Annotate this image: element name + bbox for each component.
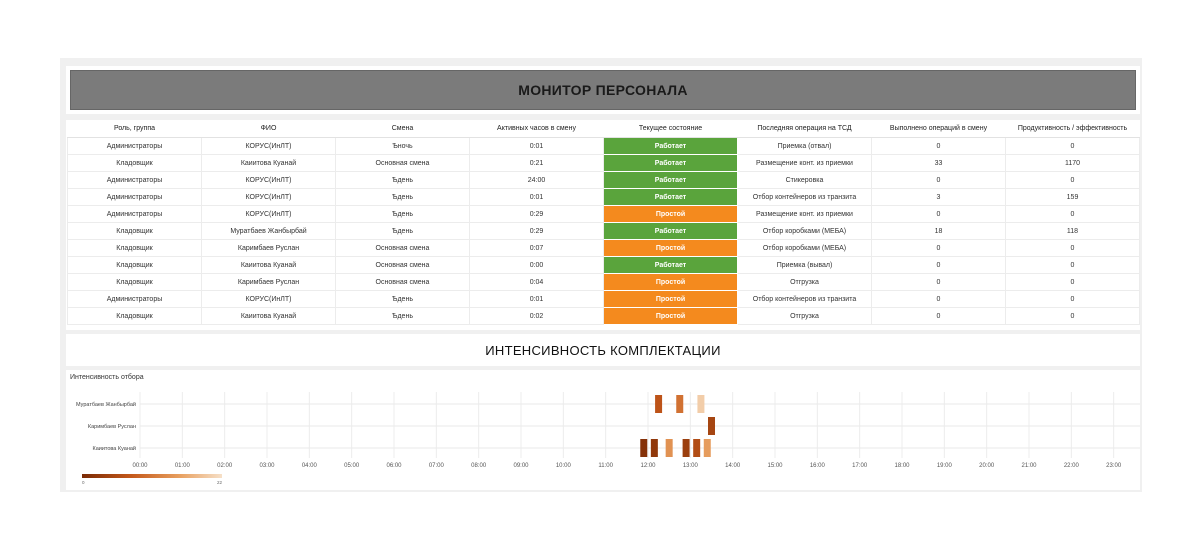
status-badge: Простой bbox=[604, 291, 738, 308]
table-row[interactable] bbox=[68, 155, 1140, 172]
shift-cell: Основная смена bbox=[336, 257, 470, 274]
done-cell: 0 bbox=[872, 240, 1006, 257]
staff-table-card bbox=[66, 120, 1140, 330]
x-tick-label: 22:00 bbox=[1063, 463, 1079, 469]
x-tick-label: 09:00 bbox=[513, 463, 529, 469]
done-cell: 0 bbox=[872, 274, 1006, 291]
last-op-cell: Отбор контейнеров из транзита bbox=[738, 291, 872, 308]
name-cell: КОРУС(ИнЛТ) bbox=[202, 291, 336, 308]
name-cell: Каиитова Куанай bbox=[202, 155, 336, 172]
role-cell: Кладовщик bbox=[68, 274, 202, 291]
x-tick-label: 15:00 bbox=[767, 463, 783, 469]
y-tick-label: Каиитова Куанай bbox=[92, 446, 136, 452]
heatmap-cell[interactable] bbox=[683, 439, 690, 457]
role-cell: Администраторы bbox=[68, 172, 202, 189]
heatmap-cell[interactable] bbox=[655, 395, 662, 413]
last-op-cell: Отгрузка bbox=[738, 274, 872, 291]
shift-cell: Ѣдень bbox=[336, 291, 470, 308]
legend-min-label: 0 bbox=[82, 480, 85, 485]
x-tick-label: 13:00 bbox=[682, 463, 698, 469]
status-badge: Простой bbox=[604, 308, 738, 325]
hours-cell: 0:29 bbox=[470, 206, 604, 223]
shift-cell: Ѣдень bbox=[336, 172, 470, 189]
role-cell: Администраторы bbox=[68, 206, 202, 223]
hours-cell: 0:00 bbox=[470, 257, 604, 274]
table-row[interactable] bbox=[68, 172, 1140, 189]
shift-cell: Ѣдень bbox=[336, 308, 470, 325]
status-badge: Работает bbox=[604, 223, 738, 240]
x-tick-label: 02:00 bbox=[217, 463, 233, 469]
x-tick-label: 18:00 bbox=[894, 463, 910, 469]
last-op-cell: Размещение конт. из приемки bbox=[738, 206, 872, 223]
done-cell: 0 bbox=[872, 291, 1006, 308]
table-row[interactable] bbox=[68, 189, 1140, 206]
role-cell: Администраторы bbox=[68, 291, 202, 308]
shift-cell: Ѣдень bbox=[336, 189, 470, 206]
color-legend-bar bbox=[82, 474, 222, 478]
status-badge: Простой bbox=[604, 240, 738, 257]
x-tick-label: 04:00 bbox=[301, 463, 317, 469]
productivity-cell: 0 bbox=[1006, 308, 1140, 325]
role-cell: Кладовщик bbox=[68, 308, 202, 325]
name-cell: КОРУС(ИнЛТ) bbox=[202, 206, 336, 223]
x-tick-label: 19:00 bbox=[936, 463, 952, 469]
table-row[interactable] bbox=[68, 138, 1140, 155]
productivity-cell: 0 bbox=[1006, 240, 1140, 257]
heatmap-cell[interactable] bbox=[666, 439, 673, 457]
status-badge: Работает bbox=[604, 138, 738, 155]
intensity-chart-card bbox=[66, 370, 1140, 490]
header-card bbox=[66, 66, 1140, 114]
done-cell: 0 bbox=[872, 308, 1006, 325]
heatmap-cell[interactable] bbox=[697, 395, 704, 413]
status-badge: Работает bbox=[604, 155, 738, 172]
last-op-cell: Отбор коробками (МЕБА) bbox=[738, 240, 872, 257]
productivity-cell: 0 bbox=[1006, 291, 1140, 308]
shift-cell: Основная смена bbox=[336, 240, 470, 257]
last-op-cell: Отбор контейнеров из транзита bbox=[738, 189, 872, 206]
hours-cell: 0:21 bbox=[470, 155, 604, 172]
productivity-cell: 1170 bbox=[1006, 155, 1140, 172]
heatmap-cell[interactable] bbox=[704, 439, 711, 457]
heatmap-cell[interactable] bbox=[708, 417, 715, 435]
heatmap-cell[interactable] bbox=[693, 439, 700, 457]
x-tick-label: 07:00 bbox=[428, 463, 444, 469]
role-cell: Кладовщик bbox=[68, 223, 202, 240]
shift-column-header: Смена bbox=[336, 120, 470, 138]
shift-cell: Основная смена bbox=[336, 274, 470, 291]
done-cell: 0 bbox=[872, 138, 1006, 155]
x-tick-label: 05:00 bbox=[344, 463, 360, 469]
table-row[interactable] bbox=[68, 206, 1140, 223]
x-tick-label: 17:00 bbox=[852, 463, 868, 469]
name-cell: Каиитова Куанай bbox=[202, 257, 336, 274]
hours-column-header: Активных часов в смену bbox=[470, 120, 604, 138]
name-cell: Каримбаев Руслан bbox=[202, 274, 336, 291]
hours-cell: 0:07 bbox=[470, 240, 604, 257]
done-cell: 0 bbox=[872, 206, 1006, 223]
hours-cell: 0:01 bbox=[470, 138, 604, 155]
table-row[interactable] bbox=[68, 291, 1140, 308]
shift-cell: Ѣдень bbox=[336, 206, 470, 223]
productivity-cell: 159 bbox=[1006, 189, 1140, 206]
x-tick-label: 12:00 bbox=[640, 463, 656, 469]
table-body bbox=[68, 138, 1140, 325]
header-bar bbox=[70, 70, 1136, 110]
table-header-row bbox=[68, 120, 1140, 138]
hours-cell: 0:02 bbox=[470, 308, 604, 325]
table-row[interactable] bbox=[68, 223, 1140, 240]
status-badge: Простой bbox=[604, 274, 738, 291]
x-tick-label: 11:00 bbox=[598, 463, 613, 469]
last-op-cell: Отгрузка bbox=[738, 308, 872, 325]
done-column-header: Выполнено операций в смену bbox=[872, 120, 1006, 138]
table-row[interactable] bbox=[68, 240, 1140, 257]
x-tick-label: 21:00 bbox=[1021, 463, 1037, 469]
heatmap-cell[interactable] bbox=[676, 395, 683, 413]
table-row[interactable] bbox=[68, 308, 1140, 325]
heatmap-cell[interactable] bbox=[640, 439, 647, 457]
role-cell: Администраторы bbox=[68, 189, 202, 206]
role-cell: Кладовщик bbox=[68, 155, 202, 172]
shift-cell: Основная смена bbox=[336, 155, 470, 172]
name-cell: КОРУС(ИнЛТ) bbox=[202, 138, 336, 155]
x-tick-label: 23:00 bbox=[1106, 463, 1122, 469]
x-tick-label: 10:00 bbox=[555, 463, 571, 469]
role-column-header: Роль, группа bbox=[68, 120, 202, 138]
last-op-cell: Стикеровка bbox=[738, 172, 872, 189]
x-tick-label: 14:00 bbox=[725, 463, 741, 469]
x-tick-label: 20:00 bbox=[979, 463, 995, 469]
productivity-cell: 0 bbox=[1006, 257, 1140, 274]
x-tick-label: 00:00 bbox=[132, 463, 148, 469]
status-badge: Работает bbox=[604, 189, 738, 206]
done-cell: 0 bbox=[872, 257, 1006, 274]
done-cell: 33 bbox=[872, 155, 1006, 172]
table-row[interactable] bbox=[68, 257, 1140, 274]
status-badge: Простой bbox=[604, 206, 738, 223]
section-title: ИНТЕНСИВНОСТЬ КОМПЛЕКТАЦИИ bbox=[485, 342, 721, 358]
section-header bbox=[66, 334, 1140, 366]
last-op-cell: Размещение конт. из приемки bbox=[738, 155, 872, 172]
done-cell: 3 bbox=[872, 189, 1006, 206]
shift-cell: Ѣночь bbox=[336, 138, 470, 155]
name-cell: КОРУС(ИнЛТ) bbox=[202, 189, 336, 206]
productivity-cell: 0 bbox=[1006, 274, 1140, 291]
name-cell: Каиитова Куанай bbox=[202, 308, 336, 325]
staff-table bbox=[67, 120, 1140, 325]
hours-cell: 0:04 bbox=[470, 274, 604, 291]
last-op-column-header: Последняя операция на ТСД bbox=[738, 120, 872, 138]
productivity-cell: 0 bbox=[1006, 138, 1140, 155]
intensity-heatmap bbox=[66, 370, 1140, 490]
productivity-cell: 0 bbox=[1006, 206, 1140, 223]
x-tick-label: 16:00 bbox=[809, 463, 825, 469]
state-column-header: Текущее состояние bbox=[604, 120, 738, 138]
y-tick-label: Каримбаев Руслан bbox=[87, 424, 136, 430]
name-cell: Муратбаев Жанбырбай bbox=[202, 223, 336, 240]
name-cell: Каримбаев Руслан bbox=[202, 240, 336, 257]
y-tick-label: Муратбаев Жанбырбай bbox=[76, 402, 136, 408]
chart-title: Интенсивность отбора bbox=[70, 374, 144, 381]
x-tick-label: 08:00 bbox=[471, 463, 487, 469]
x-tick-label: 03:00 bbox=[259, 463, 275, 469]
name-column-header: ФИО bbox=[202, 120, 336, 138]
shift-cell: Ѣдень bbox=[336, 223, 470, 240]
x-tick-label: 06:00 bbox=[386, 463, 402, 469]
name-cell: КОРУС(ИнЛТ) bbox=[202, 172, 336, 189]
last-op-cell: Приемка (отвал) bbox=[738, 138, 872, 155]
hours-cell: 0:01 bbox=[470, 291, 604, 308]
hours-cell: 0:01 bbox=[470, 189, 604, 206]
status-badge: Работает bbox=[604, 257, 738, 274]
page-title: МОНИТОР ПЕРСОНАЛА bbox=[518, 82, 688, 98]
table-row[interactable] bbox=[68, 274, 1140, 291]
productivity-cell: 0 bbox=[1006, 172, 1140, 189]
done-cell: 0 bbox=[872, 172, 1006, 189]
done-cell: 18 bbox=[872, 223, 1006, 240]
role-cell: Администраторы bbox=[68, 138, 202, 155]
productivity-column-header: Продуктивность / эффективность bbox=[1006, 120, 1140, 138]
hours-cell: 0:29 bbox=[470, 223, 604, 240]
role-cell: Кладовщик bbox=[68, 257, 202, 274]
hours-cell: 24:00 bbox=[470, 172, 604, 189]
productivity-cell: 118 bbox=[1006, 223, 1140, 240]
x-tick-label: 01:00 bbox=[174, 463, 190, 469]
legend-max-label: 22 bbox=[216, 480, 222, 485]
last-op-cell: Приемка (вывал) bbox=[738, 257, 872, 274]
last-op-cell: Отбор коробками (МЕБА) bbox=[738, 223, 872, 240]
role-cell: Кладовщик bbox=[68, 240, 202, 257]
heatmap-cell[interactable] bbox=[651, 439, 658, 457]
status-badge: Работает bbox=[604, 172, 738, 189]
